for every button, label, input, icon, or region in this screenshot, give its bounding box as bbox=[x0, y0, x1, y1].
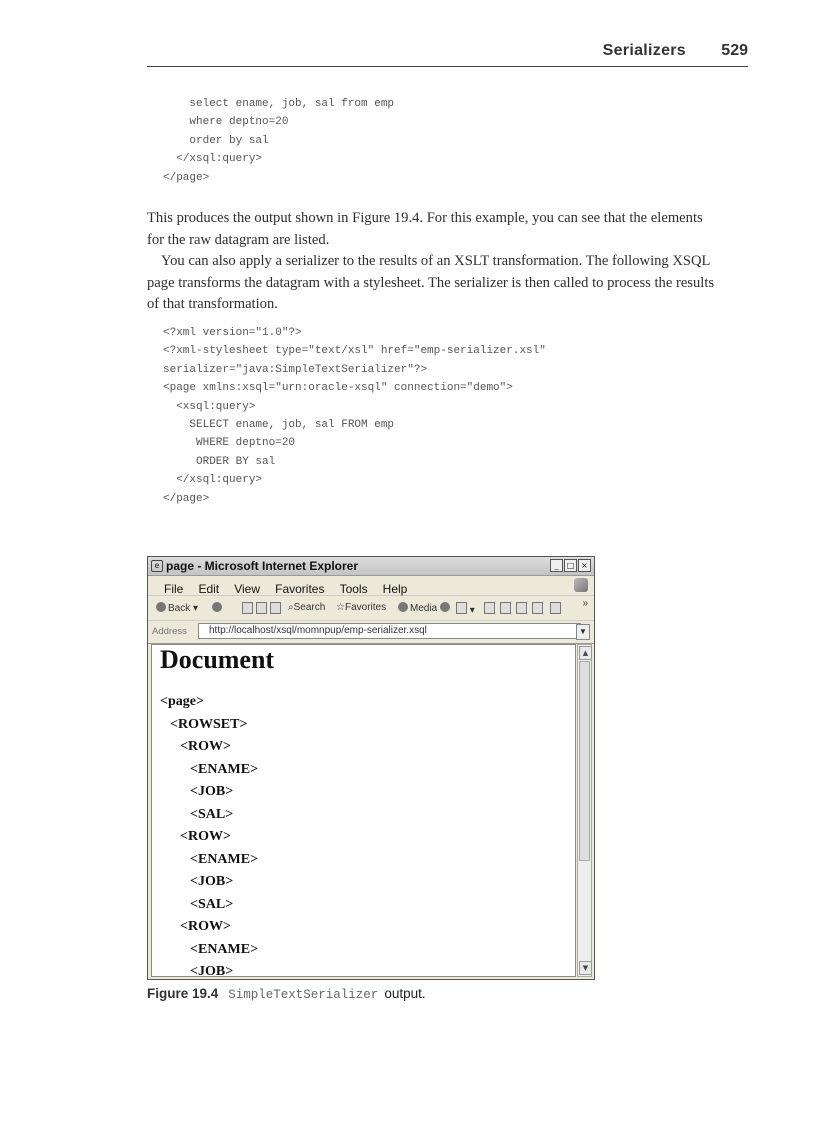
discuss-button[interactable] bbox=[516, 602, 527, 616]
close-icon[interactable]: × bbox=[578, 559, 591, 572]
stop-button[interactable] bbox=[242, 602, 253, 616]
figure-label: Figure 19.4 bbox=[147, 986, 219, 1001]
code-line: </xsql:query> bbox=[163, 153, 263, 166]
window-titlebar bbox=[148, 557, 594, 576]
tree-node: <page> bbox=[160, 694, 204, 709]
browser-window-figure bbox=[147, 556, 595, 980]
xml-tree bbox=[160, 691, 258, 977]
body-text bbox=[147, 208, 719, 316]
print-button[interactable] bbox=[484, 602, 495, 616]
menu-bar bbox=[148, 576, 594, 596]
search-icon: ⌕ bbox=[288, 602, 294, 613]
menu-file[interactable]: File bbox=[164, 582, 184, 596]
tree-node: <SAL> bbox=[190, 806, 234, 822]
back-arrow-icon bbox=[156, 602, 166, 612]
messenger-button[interactable] bbox=[532, 602, 543, 616]
window-title: page - Microsoft Internet Explorer bbox=[166, 559, 359, 573]
edit-icon bbox=[500, 602, 511, 614]
tree-node: <ROW> bbox=[180, 919, 231, 934]
caption-class-name: SimpleTextSerializer bbox=[228, 988, 379, 1002]
code-line: <page xmlns:xsql="urn:oracle-xsql" connection="demo"> bbox=[163, 382, 513, 395]
research-icon bbox=[550, 602, 561, 614]
refresh-button[interactable] bbox=[256, 602, 267, 616]
favorites-button[interactable]: ☆Favorites bbox=[336, 602, 387, 613]
menu-favorites[interactable]: Favorites bbox=[275, 582, 325, 596]
chapter-title: Serializers bbox=[602, 42, 686, 59]
code-line: <?xml-stylesheet type="text/xsl" href="emp-serializer.xsl" bbox=[163, 345, 546, 358]
document-heading: Document bbox=[160, 645, 275, 674]
vertical-scrollbar[interactable] bbox=[577, 644, 592, 977]
address-input[interactable]: http://localhost/xsql/momnpup/emp-serializer.xsql bbox=[198, 623, 581, 639]
tree-node: <ROWSET> bbox=[170, 716, 248, 732]
code-line: order by sal bbox=[163, 134, 269, 147]
code-block-2 bbox=[163, 324, 546, 508]
tree-node: <SAL> bbox=[190, 896, 234, 912]
tree-node: <ROW> bbox=[180, 829, 231, 844]
mail-icon bbox=[456, 602, 467, 614]
code-line: select ename, job, sal from emp bbox=[163, 98, 395, 110]
edit-button[interactable] bbox=[500, 602, 511, 616]
code-line: </page> bbox=[163, 492, 210, 505]
home-button[interactable] bbox=[270, 602, 281, 616]
toolbar bbox=[148, 596, 594, 621]
tree-node: <ENAME> bbox=[190, 761, 259, 777]
code-line: ORDER BY sal bbox=[163, 455, 276, 468]
tree-node: <ENAME> bbox=[190, 851, 259, 867]
scroll-thumb[interactable] bbox=[579, 661, 590, 861]
minimize-icon[interactable]: _ bbox=[550, 559, 563, 572]
menu-edit[interactable]: Edit bbox=[198, 582, 220, 596]
home-icon bbox=[270, 602, 281, 614]
code-line: <xsql:query> bbox=[163, 400, 256, 413]
code-line: where deptno=20 bbox=[163, 116, 289, 129]
page-content bbox=[151, 644, 576, 977]
research-button[interactable] bbox=[550, 602, 561, 616]
code-block-1 bbox=[163, 95, 394, 187]
tree-node: <JOB> bbox=[190, 964, 234, 977]
print-icon bbox=[484, 602, 495, 614]
tree-node: <ENAME> bbox=[190, 941, 259, 957]
tree-node: <JOB> bbox=[190, 784, 234, 799]
chevron-down-icon[interactable]: ▼ bbox=[576, 624, 590, 640]
menu-help[interactable]: Help bbox=[382, 582, 408, 596]
media-icon bbox=[398, 602, 408, 612]
menu-tools[interactable]: Tools bbox=[339, 582, 368, 596]
forward-arrow-icon bbox=[212, 602, 222, 612]
scroll-up-icon[interactable]: ▲ bbox=[579, 646, 592, 660]
stop-icon bbox=[242, 602, 253, 614]
refresh-icon bbox=[256, 602, 267, 614]
paragraph: This produces the output shown in Figure 19.4. For this example, you can see that the elements for the raw datagram are listed. bbox=[147, 210, 703, 248]
menu-view[interactable]: View bbox=[234, 582, 261, 596]
search-button[interactable]: ⌕Search bbox=[288, 602, 326, 613]
ie-page-icon: e bbox=[151, 560, 163, 572]
maximize-icon[interactable]: □ bbox=[564, 559, 577, 572]
history-icon bbox=[440, 602, 450, 612]
toolbar-overflow-icon[interactable]: » bbox=[582, 598, 588, 609]
code-line: <?xml version="1.0"?> bbox=[163, 327, 302, 339]
code-line: serializer="java:SimpleTextSerializer"?> bbox=[163, 363, 428, 376]
star-icon: ☆ bbox=[336, 602, 345, 613]
discuss-icon bbox=[516, 602, 527, 614]
back-button[interactable]: Back ▾ bbox=[156, 602, 198, 614]
figure-caption bbox=[147, 986, 426, 1002]
forward-button[interactable] bbox=[212, 602, 224, 614]
page-number: 529 bbox=[721, 42, 748, 59]
code-line: </page> bbox=[163, 171, 210, 184]
caption-text: output. bbox=[384, 986, 426, 1001]
windows-logo-icon bbox=[574, 578, 588, 592]
paragraph: You can also apply a serializer to the results of an XSLT transformation. The following XSQL page transforms the datagram with a stylesheet. The serializer is then called to process the results of that transformation. bbox=[147, 253, 715, 312]
scroll-down-icon[interactable]: ▼ bbox=[579, 961, 592, 975]
mail-button[interactable]: ▾ bbox=[456, 602, 475, 616]
running-header bbox=[147, 42, 748, 67]
code-line: WHERE deptno=20 bbox=[163, 437, 296, 450]
address-label: Address bbox=[152, 626, 187, 637]
tree-node: <ROW> bbox=[180, 739, 231, 754]
media-button[interactable]: Media bbox=[398, 602, 437, 614]
history-button[interactable] bbox=[440, 602, 452, 614]
code-line: SELECT ename, job, sal FROM emp bbox=[163, 419, 395, 432]
code-line: </xsql:query> bbox=[163, 474, 263, 487]
messenger-icon bbox=[532, 602, 543, 614]
address-bar bbox=[148, 621, 594, 644]
tree-node: <JOB> bbox=[190, 874, 234, 889]
